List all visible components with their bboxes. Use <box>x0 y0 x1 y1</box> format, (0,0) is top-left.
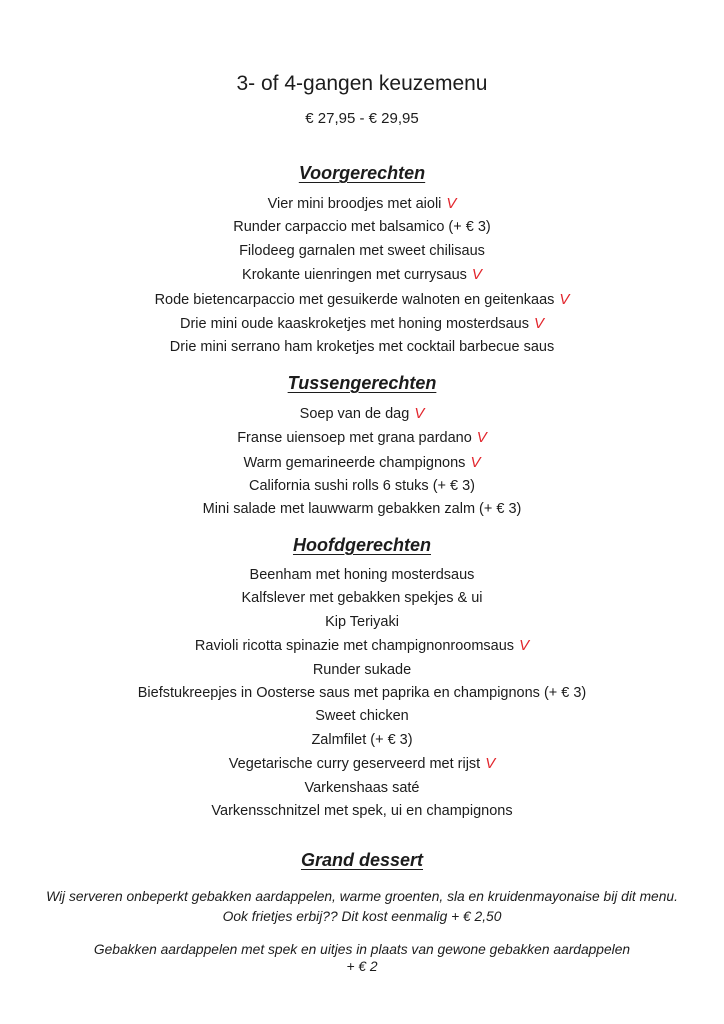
menu-item-text: Biefstukreepjes in Oosterse saus met paprika en champignons (+ € 3) <box>137 684 587 701</box>
menu-item <box>0 777 724 800</box>
menu-item <box>0 475 724 498</box>
menu-item-text: Runder carpaccio met balsamico (+ € 3) <box>233 219 491 236</box>
footer-notes <box>0 887 724 975</box>
menu-item <box>0 451 724 475</box>
menu-item-text: Filodeeg garnalen met sweet chilisaus <box>239 242 485 259</box>
vegetarian-marker: V <box>471 266 482 284</box>
menu-item-text: Drie mini serrano ham kroketjes met cocktail barbecue saus <box>169 339 555 356</box>
menu-item-text: Varkensschnitzel met spek, ui en champignons <box>211 802 513 819</box>
section-items <box>0 192 724 360</box>
menu-item-text: Beenham met honing mosterdsaus <box>249 566 475 583</box>
vegetarian-marker: V <box>470 453 481 471</box>
menu-item-text: Soep van de dag <box>299 405 410 422</box>
menu-item <box>0 216 724 239</box>
menu-item <box>0 426 724 450</box>
footer-note-line-2: Ook frietjes erbij?? Dit kost eenmalig + € 2,50 <box>222 909 502 925</box>
page-title: 3- of 4-gangen keuzemenu <box>236 72 488 95</box>
menu-item-text: Franse uiensoep met grana pardano <box>237 430 472 447</box>
price-range: € 27,95 - € 29,95 <box>305 110 419 127</box>
menu-item <box>0 288 724 312</box>
vegetarian-marker: V <box>446 195 457 212</box>
menu-sections <box>0 162 724 871</box>
section-items <box>0 564 724 823</box>
menu-item <box>0 263 724 287</box>
menu-item <box>0 705 724 728</box>
menu-section-voorgerechten <box>0 162 724 360</box>
vegetarian-marker: V <box>485 755 496 773</box>
menu-item-text: California sushi rolls 6 stuks (+ € 3) <box>248 478 476 495</box>
menu-item <box>0 659 724 682</box>
menu-item <box>0 564 724 587</box>
menu-item-text: Krokante uienringen met currysaus <box>242 267 467 284</box>
menu-item <box>0 800 724 823</box>
footer-extra-line-1: Gebakken aardappelen met spek en uitjes in plaats van gewone gebakken aardappelen <box>93 942 631 958</box>
menu-item-text: Warm gemarineerde champignons <box>243 454 466 471</box>
vegetarian-marker: V <box>414 404 425 422</box>
menu-item-text: Drie mini oude kaaskroketjes met honing mosterdsaus <box>180 316 529 333</box>
section-heading: Voorgerechten <box>298 163 426 183</box>
footer-extra-note <box>0 941 724 975</box>
menu-item <box>0 682 724 705</box>
menu-item <box>0 587 724 610</box>
vegetarian-marker: V <box>533 315 544 333</box>
footer-note <box>0 887 724 927</box>
vegetarian-marker: V <box>476 429 487 447</box>
section-heading: Tussengerechten <box>287 372 437 393</box>
menu-item <box>0 336 724 359</box>
section-items <box>0 402 724 522</box>
menu-item <box>0 752 724 776</box>
section-heading: Grand dessert <box>300 850 424 871</box>
menu-item-text: Mini salade met lauwwarm gebakken zalm (+ € 3) <box>202 501 522 518</box>
menu-item <box>0 634 724 658</box>
menu-item-text: Varkenshaas saté <box>304 779 420 796</box>
footer-note-line-1: Wij serveren onbeperkt gebakken aardappelen, warme groenten, sla en kruidenmayonaise bij dit menu. <box>46 889 678 905</box>
menu-item-text: Runder sukade <box>312 661 412 678</box>
menu-item <box>0 729 724 752</box>
menu-item <box>0 402 724 426</box>
menu-item-text: Sweet chicken <box>315 708 409 725</box>
menu-item <box>0 240 724 263</box>
menu-item-text: Zalmfilet (+ € 3) <box>311 731 413 748</box>
menu-item-text: Kip Teriyaki <box>325 613 399 630</box>
vegetarian-marker: V <box>559 290 570 308</box>
menu-item <box>0 192 724 216</box>
menu-item-text: Ravioli ricotta spinazie met champignonroomsaus <box>194 638 515 655</box>
menu-item <box>0 498 724 521</box>
menu-item-text: Rode bietencarpaccio met gesuikerde walnoten en geitenkaas <box>154 291 555 308</box>
vegetarian-marker: V <box>519 637 530 655</box>
menu-item-text: Vier mini broodjes met aioli <box>267 196 442 212</box>
menu-item <box>0 312 724 336</box>
menu-section-grand-dessert <box>0 849 724 871</box>
menu-item-text: Kalfslever met gebakken spekjes & ui <box>241 590 483 607</box>
menu-item-text: Vegetarische curry geserveerd met rijst <box>228 756 481 773</box>
footer-extra-line-2: + € 2 <box>346 959 378 975</box>
menu-item <box>0 611 724 634</box>
menu-section-hoofdgerechten <box>0 534 724 823</box>
section-heading: Hoofdgerechten <box>292 534 431 555</box>
menu-section-tussengerechten <box>0 372 724 522</box>
